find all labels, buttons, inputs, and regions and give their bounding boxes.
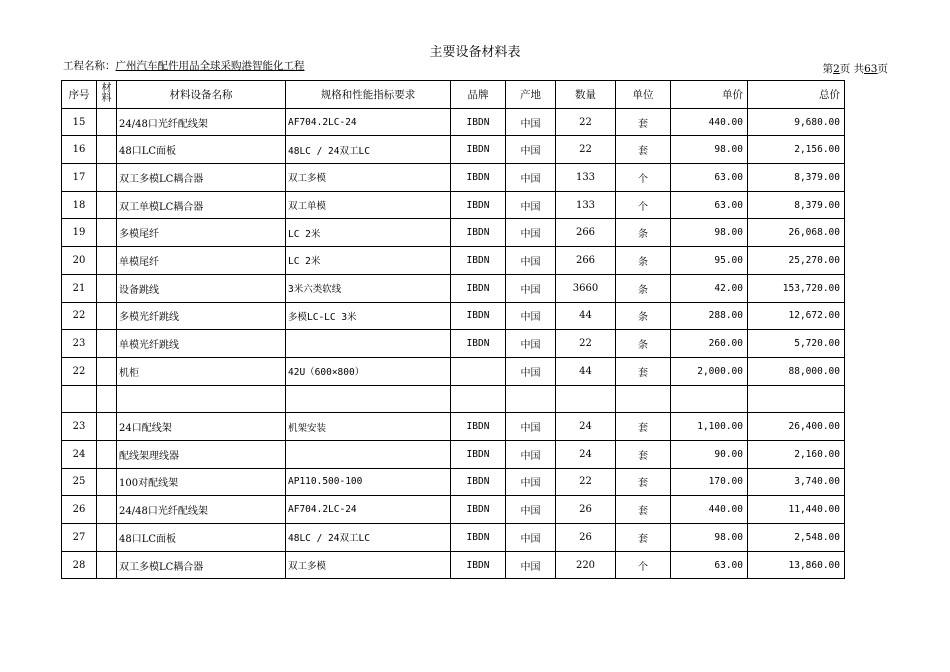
cell-name: 48口LC面板 xyxy=(117,524,286,552)
cell-qty xyxy=(556,385,616,413)
cell-origin: 中国 xyxy=(506,191,556,219)
cell-qty: 22 xyxy=(556,330,616,358)
cell-brand xyxy=(451,385,506,413)
cell-qty: 24 xyxy=(556,413,616,441)
cell-origin: 中国 xyxy=(506,219,556,247)
table-row xyxy=(62,191,845,219)
cell-price: 440.00 xyxy=(671,108,748,136)
cell-qty: 22 xyxy=(556,136,616,164)
cell-total xyxy=(748,385,845,413)
page-title: 主要设备材料表 xyxy=(429,45,521,60)
header-total: 总价 xyxy=(748,81,845,109)
cell-no xyxy=(62,385,97,413)
cell-unit: 条 xyxy=(616,302,671,330)
cell-qty: 26 xyxy=(556,524,616,552)
cell-spec: 多模LC-LC 3米 xyxy=(286,302,451,330)
header-origin: 产地 xyxy=(506,81,556,109)
cell-origin: 中国 xyxy=(506,274,556,302)
cell-qty: 44 xyxy=(556,302,616,330)
table-row xyxy=(62,247,845,275)
cell-brand: IBDN xyxy=(451,164,506,192)
page-suffix: 页 xyxy=(877,63,888,75)
cell-name: 配线架理线器 xyxy=(117,440,286,468)
cell-material xyxy=(97,496,117,524)
cell-material xyxy=(97,330,117,358)
cell-price: 2,000.00 xyxy=(671,357,748,385)
cell-material xyxy=(97,524,117,552)
cell-brand: IBDN xyxy=(451,247,506,275)
cell-origin: 中国 xyxy=(506,247,556,275)
cell-unit: 套 xyxy=(616,440,671,468)
table-row xyxy=(62,302,845,330)
table-row xyxy=(62,440,845,468)
cell-name: 双工多模LC耦合器 xyxy=(117,551,286,579)
cell-total: 13,860.00 xyxy=(748,551,845,579)
cell-price: 42.00 xyxy=(671,274,748,302)
header-brand: 品牌 xyxy=(451,81,506,109)
cell-price: 63.00 xyxy=(671,551,748,579)
cell-name: 单模光纤跳线 xyxy=(117,330,286,358)
cell-material xyxy=(97,247,117,275)
cell-total: 8,379.00 xyxy=(748,164,845,192)
cell-brand: IBDN xyxy=(451,440,506,468)
table-row xyxy=(62,413,845,441)
cell-spec: 双工多模 xyxy=(286,164,451,192)
cell-material xyxy=(97,385,117,413)
cell-name: 双工单模LC耦合器 xyxy=(117,191,286,219)
cell-spec: 42U（600×800） xyxy=(286,357,451,385)
cell-no: 23 xyxy=(62,330,97,358)
cell-qty: 3660 xyxy=(556,274,616,302)
cell-qty: 24 xyxy=(556,440,616,468)
table-row xyxy=(62,524,845,552)
cell-total: 88,000.00 xyxy=(748,357,845,385)
cell-unit: 个 xyxy=(616,551,671,579)
cell-no: 19 xyxy=(62,219,97,247)
cell-no: 27 xyxy=(62,524,97,552)
table-row xyxy=(62,551,845,579)
table-body xyxy=(62,108,845,579)
header-qty: 数量 xyxy=(556,81,616,109)
cell-qty: 26 xyxy=(556,496,616,524)
cell-origin: 中国 xyxy=(506,413,556,441)
cell-material xyxy=(97,108,117,136)
cell-name: 100对配线架 xyxy=(117,468,286,496)
cell-origin: 中国 xyxy=(506,524,556,552)
cell-brand: IBDN xyxy=(451,302,506,330)
cell-qty: 133 xyxy=(556,191,616,219)
cell-brand: IBDN xyxy=(451,191,506,219)
cell-spec: 机架安装 xyxy=(286,413,451,441)
cell-name: 24口配线架 xyxy=(117,413,286,441)
cell-unit xyxy=(616,385,671,413)
cell-origin: 中国 xyxy=(506,164,556,192)
cell-total: 25,270.00 xyxy=(748,247,845,275)
cell-unit: 条 xyxy=(616,330,671,358)
cell-unit: 套 xyxy=(616,524,671,552)
header-unit: 单位 xyxy=(616,81,671,109)
cell-name: 48口LC面板 xyxy=(117,136,286,164)
cell-origin xyxy=(506,385,556,413)
header-no: 序号 xyxy=(62,81,97,109)
cell-spec: AP110.500-100 xyxy=(286,468,451,496)
cell-unit: 套 xyxy=(616,468,671,496)
cell-no: 22 xyxy=(62,302,97,330)
cell-price: 288.00 xyxy=(671,302,748,330)
cell-total: 9,680.00 xyxy=(748,108,845,136)
cell-no: 15 xyxy=(62,108,97,136)
cell-price: 63.00 xyxy=(671,164,748,192)
cell-brand: IBDN xyxy=(451,108,506,136)
cell-brand: IBDN xyxy=(451,468,506,496)
cell-origin: 中国 xyxy=(506,496,556,524)
cell-unit: 套 xyxy=(616,108,671,136)
cell-price: 170.00 xyxy=(671,468,748,496)
cell-spec: AF704.2LC-24 xyxy=(286,108,451,136)
cell-name xyxy=(117,385,286,413)
cell-material xyxy=(97,302,117,330)
cell-unit: 套 xyxy=(616,496,671,524)
cell-origin: 中国 xyxy=(506,136,556,164)
table-row xyxy=(62,330,845,358)
cell-total: 2,156.00 xyxy=(748,136,845,164)
cell-brand: IBDN xyxy=(451,330,506,358)
cell-total: 12,672.00 xyxy=(748,302,845,330)
cell-material xyxy=(97,413,117,441)
page-mid: 页 共 xyxy=(839,63,865,75)
cell-material xyxy=(97,551,117,579)
cell-total: 11,440.00 xyxy=(748,496,845,524)
table-row xyxy=(62,219,845,247)
cell-qty: 266 xyxy=(556,219,616,247)
page-current: 2 xyxy=(833,63,840,75)
cell-price: 95.00 xyxy=(671,247,748,275)
cell-material xyxy=(97,357,117,385)
cell-brand xyxy=(451,357,506,385)
cell-material xyxy=(97,191,117,219)
cell-price: 1,100.00 xyxy=(671,413,748,441)
cell-spec: AF704.2LC-24 xyxy=(286,496,451,524)
cell-price: 98.00 xyxy=(671,219,748,247)
cell-price: 440.00 xyxy=(671,496,748,524)
cell-brand: IBDN xyxy=(451,551,506,579)
table-row xyxy=(62,108,845,136)
cell-material xyxy=(97,440,117,468)
cell-qty: 266 xyxy=(556,247,616,275)
cell-material xyxy=(97,164,117,192)
cell-unit: 套 xyxy=(616,357,671,385)
cell-name: 设备跳线 xyxy=(117,274,286,302)
cell-origin: 中国 xyxy=(506,440,556,468)
materials-table xyxy=(61,80,845,579)
cell-brand: IBDN xyxy=(451,496,506,524)
cell-spec: 48LC / 24双工LC xyxy=(286,136,451,164)
cell-unit: 条 xyxy=(616,274,671,302)
page-prefix: 第 xyxy=(822,63,834,75)
cell-total: 3,740.00 xyxy=(748,468,845,496)
page-total: 63 xyxy=(864,63,878,75)
cell-origin: 中国 xyxy=(506,108,556,136)
cell-name: 24/48口光纤配线架 xyxy=(117,496,286,524)
cell-spec xyxy=(286,330,451,358)
cell-spec: 48LC / 24双工LC xyxy=(286,524,451,552)
header-spec: 规格和性能指标要求 xyxy=(286,81,451,109)
cell-qty: 133 xyxy=(556,164,616,192)
cell-spec: 双工单模 xyxy=(286,191,451,219)
table-row xyxy=(62,385,845,413)
cell-no: 26 xyxy=(62,496,97,524)
cell-qty: 22 xyxy=(556,468,616,496)
table-row xyxy=(62,357,845,385)
cell-unit: 个 xyxy=(616,164,671,192)
cell-unit: 条 xyxy=(616,219,671,247)
cell-material xyxy=(97,219,117,247)
cell-name: 多模光纤跳线 xyxy=(117,302,286,330)
cell-spec: 3米六类软线 xyxy=(286,274,451,302)
cell-price: 63.00 xyxy=(671,191,748,219)
cell-origin: 中国 xyxy=(506,330,556,358)
cell-total: 2,160.00 xyxy=(748,440,845,468)
cell-qty: 220 xyxy=(556,551,616,579)
table-row xyxy=(62,274,845,302)
cell-no: 16 xyxy=(62,136,97,164)
table-row xyxy=(62,164,845,192)
cell-no: 24 xyxy=(62,440,97,468)
page-indicator xyxy=(823,61,888,76)
cell-name: 单模尾纤 xyxy=(117,247,286,275)
cell-unit: 套 xyxy=(616,136,671,164)
header-name: 材料设备名称 xyxy=(117,81,286,109)
cell-unit: 个 xyxy=(616,191,671,219)
cell-brand: IBDN xyxy=(451,413,506,441)
cell-price: 260.00 xyxy=(671,330,748,358)
cell-origin: 中国 xyxy=(506,468,556,496)
cell-name: 双工多模LC耦合器 xyxy=(117,164,286,192)
project-name: 广州汽车配件用品全球采购港智能化工程 xyxy=(115,60,305,72)
cell-no: 17 xyxy=(62,164,97,192)
cell-price: 98.00 xyxy=(671,136,748,164)
cell-spec: LC 2米 xyxy=(286,219,451,247)
cell-qty: 44 xyxy=(556,357,616,385)
cell-price xyxy=(671,385,748,413)
cell-unit: 条 xyxy=(616,247,671,275)
cell-brand: IBDN xyxy=(451,219,506,247)
cell-unit: 套 xyxy=(616,413,671,441)
cell-spec: 双工多模 xyxy=(286,551,451,579)
cell-price: 98.00 xyxy=(671,524,748,552)
header-price: 单价 xyxy=(671,81,748,109)
cell-spec xyxy=(286,385,451,413)
header-material: 材料 xyxy=(97,81,117,109)
cell-name: 机柜 xyxy=(117,357,286,385)
cell-price: 90.00 xyxy=(671,440,748,468)
cell-brand: IBDN xyxy=(451,136,506,164)
cell-spec: LC 2米 xyxy=(286,247,451,275)
cell-brand: IBDN xyxy=(451,524,506,552)
table-row xyxy=(62,136,845,164)
cell-total: 2,548.00 xyxy=(748,524,845,552)
cell-origin: 中国 xyxy=(506,357,556,385)
cell-no: 25 xyxy=(62,468,97,496)
project-label: 工程名称： xyxy=(63,60,116,72)
cell-name: 24/48口光纤配线架 xyxy=(117,108,286,136)
cell-origin: 中国 xyxy=(506,302,556,330)
project-line xyxy=(63,58,305,73)
cell-no: 18 xyxy=(62,191,97,219)
cell-spec xyxy=(286,440,451,468)
cell-material xyxy=(97,274,117,302)
cell-qty: 22 xyxy=(556,108,616,136)
cell-total: 26,068.00 xyxy=(748,219,845,247)
cell-total: 5,720.00 xyxy=(748,330,845,358)
cell-brand: IBDN xyxy=(451,274,506,302)
cell-no: 21 xyxy=(62,274,97,302)
cell-material xyxy=(97,136,117,164)
cell-material xyxy=(97,468,117,496)
cell-no: 23 xyxy=(62,413,97,441)
cell-no: 20 xyxy=(62,247,97,275)
cell-name: 多模尾纤 xyxy=(117,219,286,247)
table-row xyxy=(62,468,845,496)
table-header-row xyxy=(62,81,845,109)
table-row xyxy=(62,496,845,524)
cell-total: 8,379.00 xyxy=(748,191,845,219)
cell-total: 153,720.00 xyxy=(748,274,845,302)
cell-no: 22 xyxy=(62,357,97,385)
cell-origin: 中国 xyxy=(506,551,556,579)
cell-total: 26,400.00 xyxy=(748,413,845,441)
cell-no: 28 xyxy=(62,551,97,579)
